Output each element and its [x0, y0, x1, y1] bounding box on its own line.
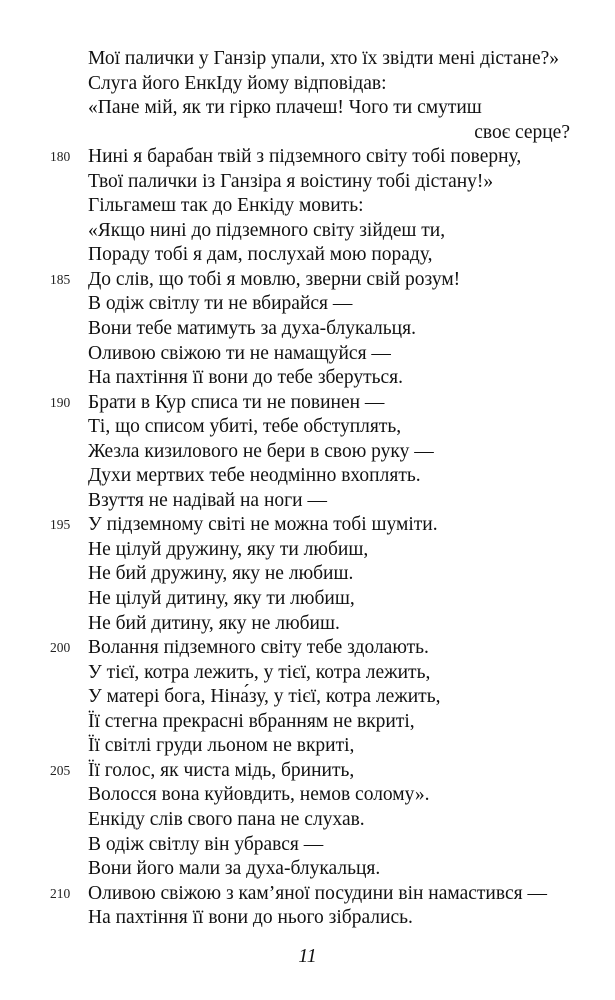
verse-text: Її голос, як чиста мідь, бринить,: [88, 759, 355, 781]
verse-text: Взуття не надівай на ноги —: [88, 489, 327, 511]
verse-text: Вони тебе матимуть за духа-блукальця.: [88, 318, 416, 340]
verse-line: [0, 391, 615, 416]
verse-text: Жезла кизилового не бери в свою руку —: [88, 440, 434, 462]
verse-text: В одіж світлу він убрався —: [88, 833, 324, 855]
verse-line: [0, 857, 615, 882]
verse-line: [0, 464, 615, 489]
verse-text: Ті, що списом убиті, тебе обступлять,: [88, 416, 402, 438]
verse-line: [0, 734, 615, 759]
poem-text: [0, 47, 615, 931]
verse-line: [0, 538, 615, 563]
verse-text: Не цілуй дитину, яку ти любиш,: [88, 588, 355, 610]
verse-line: [0, 587, 615, 612]
verse-text: Брати в Кур списа ти не повинен —: [88, 391, 385, 413]
verse-text: На пахтіння її вони до тебе зберуться.: [88, 367, 403, 389]
line-number: 190: [50, 394, 71, 410]
verse-line: [0, 661, 615, 686]
verse-text: У підземному світі не можна тобі шуміти.: [88, 514, 438, 536]
verse-text: «Пане мій, як ти гірко плачеш! Чого ти смутиш: [88, 97, 482, 119]
verse-line: [0, 317, 615, 342]
line-number: 195: [50, 517, 71, 533]
verse-line: [0, 72, 615, 97]
verse-line: [0, 783, 615, 808]
verse-line: [0, 194, 615, 219]
verse-line: [0, 636, 615, 661]
verse-text: Вони його мали за духа-блукальця.: [88, 858, 381, 880]
verse-text: Волання підземного світу тебе здолають.: [88, 637, 429, 659]
verse-text: Оливою свіжою ти не намащуйся —: [88, 342, 391, 364]
verse-line-continuation: [0, 121, 615, 146]
verse-text: Її стегна прекрасні вбранням не вкриті,: [88, 710, 415, 732]
verse-line: [0, 612, 615, 637]
verse-line: [0, 562, 615, 587]
verse-line: [0, 170, 615, 195]
verse-line: [0, 342, 615, 367]
verse-text: Мої палички у Ганзір упали, хто їх звідти мені дістане?»: [88, 48, 559, 69]
verse-line: [0, 759, 615, 784]
verse-line: [0, 513, 615, 538]
verse-line: [0, 808, 615, 833]
verse-text: Не цілуй дружину, яку ти любиш,: [88, 538, 369, 560]
verse-line: [0, 366, 615, 391]
verse-text: Твої палички із Ганзіра я воістину тобі дістану!»: [88, 170, 494, 192]
verse-text: Не бий дружину, яку не любиш.: [88, 563, 354, 585]
line-number: 180: [50, 149, 71, 165]
line-number: 185: [50, 271, 71, 287]
verse-line: [0, 415, 615, 440]
verse-line: [0, 833, 615, 858]
verse-line: [0, 47, 615, 72]
verse-line: [0, 145, 615, 170]
verse-text: Гільгамеш так до Енкіду мовить:: [88, 195, 364, 217]
verse-line: [0, 906, 615, 931]
verse-text: Нині я барабан твій з підземного світу тобі поверну,: [88, 146, 522, 168]
verse-text: У матері бога, Ніна́зу, у тієї, котра лежить,: [88, 686, 441, 708]
verse-text: Оливою свіжою з кам’яної посудини він намастився —: [88, 882, 547, 904]
verse-text: В одіж світлу ти не вбирайся —: [88, 293, 353, 315]
page-number: 11: [298, 945, 317, 967]
line-number: 200: [50, 640, 71, 656]
verse-text: На пахтіння її вони до нього зібрались.: [88, 907, 413, 929]
verse-text: Духи мертвих тебе неодмінно вхоплять.: [88, 465, 421, 487]
verse-line: [0, 882, 615, 907]
verse-text: Слуга його ЕнкІду йому відповідав:: [88, 72, 387, 94]
verse-line: [0, 292, 615, 317]
verse-line: [0, 710, 615, 735]
verse-line: [0, 243, 615, 268]
verse-text: У тієї, котра лежить, у тієї, котра лежить,: [88, 661, 431, 683]
verse-line: [0, 440, 615, 465]
verse-line: [0, 685, 615, 710]
verse-line: [0, 219, 615, 244]
verse-text: «Якщо нині до підземного світу зійдеш ти,: [88, 219, 446, 241]
line-number: 210: [50, 885, 71, 901]
verse-text: Пораду тобі я дам, послухай мою пораду,: [88, 244, 433, 266]
verse-text: До слів, що тобі я мовлю, зверни свій розум!: [88, 268, 461, 290]
verse-text: Не бий дитину, яку не любиш.: [88, 612, 340, 634]
verse-line: [0, 96, 615, 121]
verse-line: [0, 489, 615, 514]
verse-text: Енкіду слів свого пана не слухав.: [88, 808, 365, 830]
verse-text: Волосся вона куйовдить, немов солому».: [88, 784, 430, 806]
verse-line: [0, 268, 615, 293]
verse-text: Її світлі груди льоном не вкриті,: [88, 735, 355, 757]
verse-text: своє серце?: [474, 121, 570, 143]
line-number: 205: [50, 762, 71, 778]
